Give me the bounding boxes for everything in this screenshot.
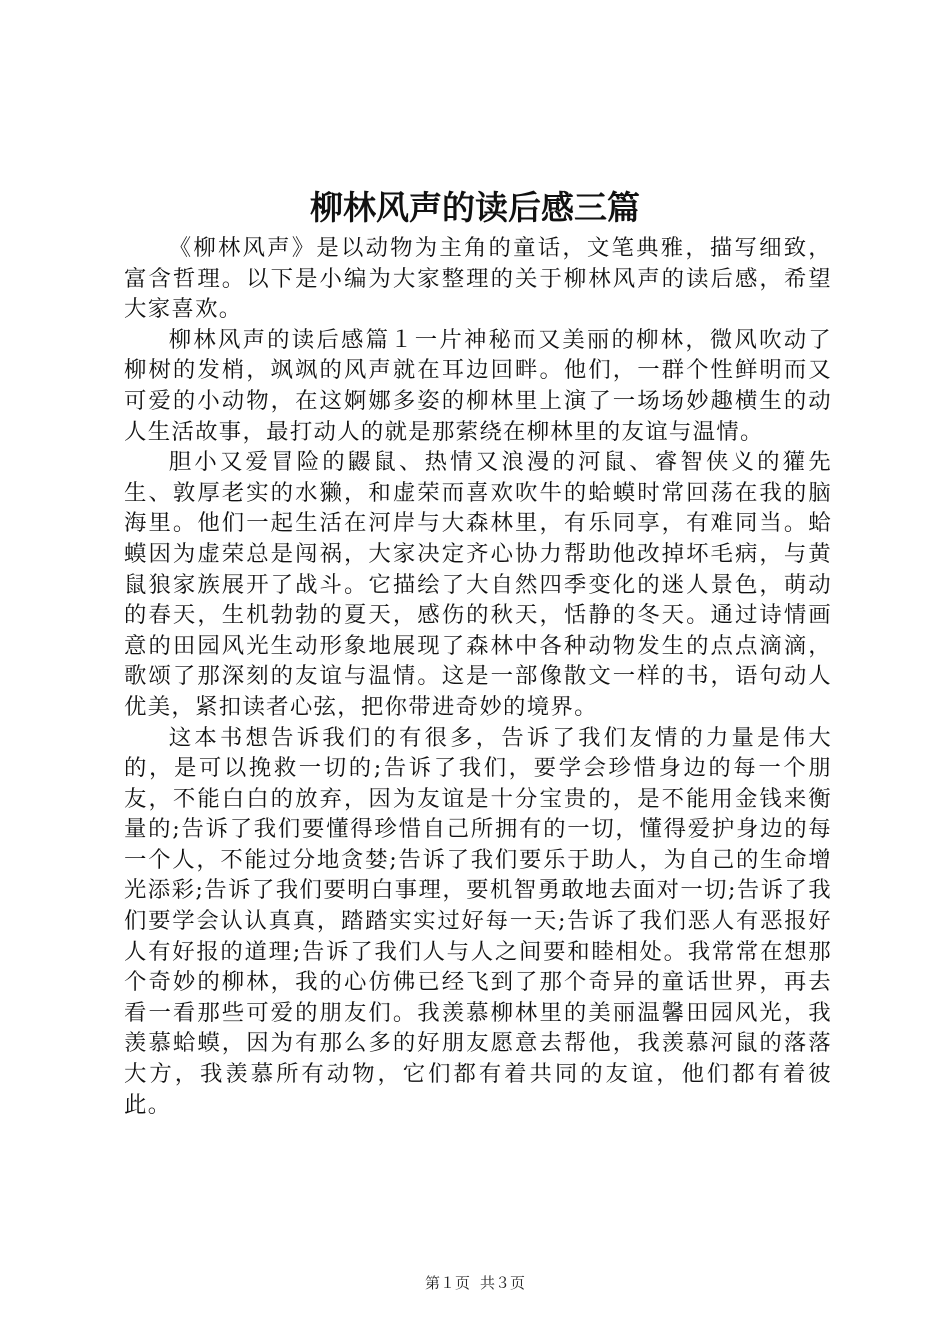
- document-body: [124, 233, 832, 1120]
- paragraph-2: 胆小又爱冒险的鼹鼠、热情又浪漫的河鼠、睿智侠义的獾先生、敦厚老实的水獭，和虚荣而喜欢吹牛的蛤蟆时常回荡在我的脑海里。他们一起生活在河岸与大森林里，有乐同享，有难同当。蛤蟆因为虚荣总是闯祸，大家决定齐心协力帮助他改掉坏毛病，与黄鼠狼家族展开了战斗。它描绘了大自然四季变化的迷人景色，萌动的春天，生机勃勃的夏天，感伤的秋天，恬静的冬天。通过诗情画意的田园风光生动形象地展现了森林中各种动物发生的点点滴滴，歌颂了那深刻的友谊与温情。这是一部像散文一样的书，语句动人优美，紧扣读者心弦，把你带进奇妙的境界。: [124, 449, 832, 720]
- page-number: 第１页: [424, 1274, 470, 1292]
- paragraph-3: 这本书想告诉我们的有很多，告诉了我们友情的力量是伟大的，是可以挽救一切的;告诉了我们，要学会珍惜身边的每一个朋友，不能白白的放弃，因为友谊是十分宝贵的，是不能用金钱来衡量的;告诉了我们要懂得珍惜自己所拥有的一切，懂得爱护身边的每一个人，不能过分地贪婪;告诉了我们要乐于助人，为自己的生命增光添彩;告诉了我们要明白事理，要机智勇敢地去面对一切;告诉了我们要学会认认真真，踏踏实实过好每一天;告诉了我们恶人有恶报好人有好报的道理;告诉了我们人与人之间要和睦相处。我常常在想那个奇妙的柳林，我的心仿佛已经飞到了那个奇异的童话世界，再去看一看那些可爱的朋友们。我羡慕柳林里的美丽温馨田园风光，我羡慕蛤蟆，因为有那么多的好朋友愿意去帮他，我羡慕河鼠的落落大方，我羡慕所有动物，它们都有着共同的友谊，他们都有着彼此。: [124, 724, 832, 1118]
- page-total: 共３页: [480, 1274, 526, 1292]
- paragraph-1: 柳林风声的读后感篇１一片神秘而又美丽的柳林，微风吹动了柳树的发梢，飒飒的风声就在耳边回畔。他们，一群个性鲜明而又可爱的小动物，在这婀娜多姿的柳林里上演了一场场妙趣横生的动人生活故事，最打动人的就是那萦绕在柳林里的友谊与温情。: [124, 326, 832, 445]
- page-footer: [0, 1273, 950, 1293]
- page-title: 柳林风声的读后感三篇: [310, 188, 640, 227]
- paragraph-intro: 《柳林风声》是以动物为主角的童话，文笔典雅，描写细致，富含哲理。以下是小编为大家整理的关于柳林风声的读后感，希望大家喜欢。: [124, 235, 832, 323]
